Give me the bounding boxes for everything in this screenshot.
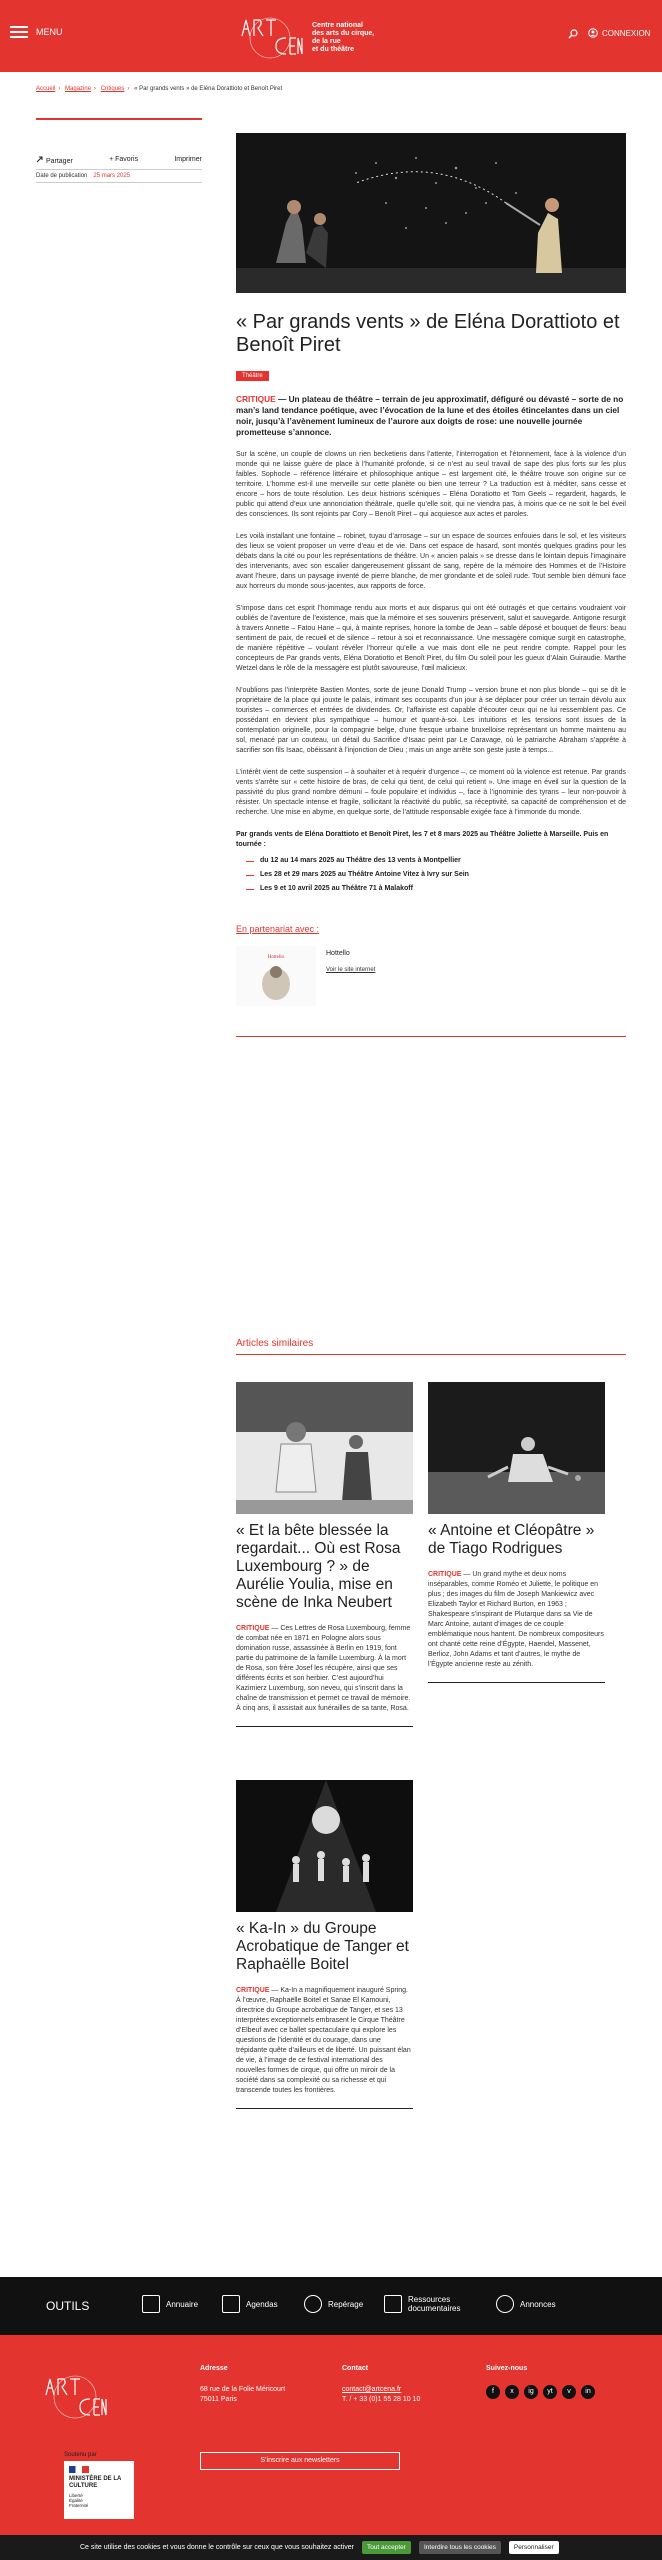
adresse-title: Adresse	[200, 2365, 228, 2372]
tour-date: du 12 au 14 mars 2025 au Théâtre des 13 vents à Montpellier	[236, 856, 626, 866]
article-hero-image	[236, 133, 626, 293]
article-sidebar	[36, 118, 202, 183]
tour-date: Les 9 et 10 avril 2025 au Théâtre 71 à Malakoff	[236, 884, 626, 894]
cookie-banner	[0, 2535, 662, 2560]
contact-email[interactable]: contact@artcena.fr	[342, 2386, 402, 2393]
accept-cookies-button[interactable]: Tout accepter	[362, 2541, 411, 2554]
documents-icon	[384, 2295, 402, 2313]
search-icon[interactable]	[568, 29, 578, 39]
article-paragraph: Sur la scène, un couple de clowns un rien becketiens dans l’attente, l’interrogation et l’étonnement, face à la violence d’un monde qui ne laisse guère de place à l’humanité profonde, si ce n’est au seul travail de sape des plus forts sur les plus faibles. Sophocle – référence littéraire et philosophique antique – est largement cité, le théâtre trouve son origine sur ce territoire. L’homme est-il une merveille sur cette planète ou bien une terreur ? La traduction est à méditer, sans cesse et encore – hors de toute résolution. Les deux histrions scéniques – Eléna Doratiotto et Tom Geels – regardent, hagards, le public qui attend d’eux une annonciation théâtrale, quelle qu’elle soit, qui ne viendra pas, à moins que ce ne soit le bel éveil des consciences. Ils sont rejoints par Cory – Benoît Piret – qui acquiesce aux actes et paroles.	[236, 451, 626, 518]
instagram-icon[interactable]: ig	[524, 2385, 538, 2399]
book-icon	[142, 2295, 160, 2313]
card-title[interactable]: « Et la bête blessée la regardait... Où est Rosa Luxembourg ? » de Aurélie Youlia, mise en scène de Inka Neubert	[236, 1522, 401, 1611]
menu-label: MENU	[36, 27, 63, 37]
calendar-icon	[222, 2295, 240, 2313]
tool-ressources[interactable]: Ressources documentaires	[384, 2295, 468, 2313]
article-lead: CRITIQUE — Un plateau de théâtre – terrain de jeu approximatif, défiguré ou dévasté – sorte de no man’s land tendance poétique, avec l’évocation de la lune et des étoiles étincelantes dans un ciel noir, jusqu’à l’avènement lumineux de l’aurore aux doigts de rose: une nouvelle journée prometteuse s’annonce.	[236, 394, 624, 437]
breadcrumb: Accueil › Magazine › Critiques › « Par grands vents » de Eléna Dorattioto et Benoît Piret	[36, 86, 283, 92]
article-paragraph: L’intérêt vient de cette suspension – à souhaiter et à requérir d’urgence –, ce moment où la violence est retenue. Par grands vents s’arrête sur « cette histoire de bras, de celui qui tient, de celui qui retient ». Une image en éveil sur la question de la passivité du plus grand nombre démuni – foule populaire et individus –, face à l’ignominie des tyrans – leur non-pouvoir à résister. Un spectacle intense et fragile, sollicitant la réactivité du public, sa réceptivité, sa capacité de compréhension et de recherche. Une mise en abyme, en quelque sorte, de l’attitude responsable exigée face à l’immonde du monde.	[236, 769, 626, 816]
article-paragraph: S’impose dans cet esprit l’hommage rendu aux morts et aux disparus qui ont été outragés et que certains voudraient voir oubliés de l’aventure de l’existence, mais que la mémoire et ses souvenirs préservent, salut et sauvegarde. Antigone resurgit à travers Annette – Fatou Hane – qui, à mainte reprises, honore la tombe de Jean – sable déposé et bouquet de fleurs: beau sentiment de paix, de recueil et de silence – retour à soi et reconnaissance. Une messagère comique surgit en catastrophe, de manière répétitive – voulant révéler l’horreur qu’elle a vue mais dont elle ne peut rendre compte. Rappel pour les concepteurs de Par grands vents, Eléna Doratiotto et Benoît Piret, du film Ou soleil pour les gueux d’Alain Guiraudie. Marthe Wetzel dans le rôle de la messagère est plutôt savoureuse, l’œil malicieux.	[236, 605, 626, 672]
ministere-logo: MINISTÈRE DE LA CULTURE Liberté Égalité Fraternité	[64, 2461, 134, 2519]
connexion-link[interactable]: CONNEXION	[588, 28, 650, 38]
footer-logo[interactable]	[40, 2373, 110, 2421]
card-title[interactable]: « Antoine et Cléopâtre » de Tiago Rodrigues	[428, 1522, 595, 1557]
binoculars-icon	[304, 2295, 322, 2313]
tool-annonces[interactable]: Annonces	[496, 2295, 556, 2313]
partner-logo[interactable]	[236, 946, 316, 1006]
article-paragraph: N’oublions pas l’interprète Bastien Montes, sorte de jeune Donald Trump – version brune et non plus blonde – qui se dit le propriétaire de la place qui jouxte le palais, intimant ses occupants d’un jour à se déplacer pour créer un terrain dévolu aux touristes – commerces et entrées de dividendes. Or, l’affairiste est capable d’écouter ceux qui ne lui ressemblent pas. Ce possédant en devient plus sympathique – humour et quant-à-soi. Les intuitions et les tensions sont issues de la contemplation originelle, pour la compagnie belge, d’une fresque urbaine bruxelloise représentant un homme maintenu au sol, menacé par un couteau, un détail du Sacrifice d’Isaac peint par Le Caravage, où le patriarche Abraham s’apprête à sacrifier son fils Isaac, obéissant à l’injonction de Dieu ; mais un ange arrête son geste juste à temps...	[236, 687, 626, 754]
user-icon	[588, 28, 598, 38]
card-excerpt: CRITIQUE — Un grand mythe et deux noms inséparables, comme Roméo et Juliette, le politique en plus ; des images du film de Joseph Mankiewicz avec Elizabeth Taylor et Richard Burton, en 1963 ; Shakespeare s’inspirant de Plutarque dans sa Vie de Marc Antoine, autant d’images de ce couple emblématique nous hantent. De nombreux compositeurs ont chanté cette reine d’Égypte, Haendel, Massenet, Berlioz, John Adams et tant d’autres, le mythe de l’Égypte ancienne reste au zénith.	[428, 1571, 604, 1668]
megaphone-icon	[496, 2295, 514, 2313]
breadcrumb-home[interactable]: Accueil	[36, 86, 56, 92]
publication-date: Date de publication 25 mars 2025	[36, 173, 131, 179]
hamburger-icon	[10, 26, 28, 38]
share-icon	[36, 156, 44, 163]
article	[236, 133, 626, 1037]
card-excerpt: CRITIQUE — Ces Lettres de Rosa Luxembourg, femme de combat née en 1871 en Pologne alors sous domination russe, assassinée à Berlin en 1919, font partie du patrimoine de la famille Luxemburg. À la mort de Rosa, son frère Josef les récupère, ainsi que ses différents écrits et son herbier. C’est aujourd’hui Kazimierz Luxemburg, son neveu, qui s’inscrit dans la chaîne de transmission et permet ce travail de mémoire. À cinq ans, il assistait aux funérailles de sa tante, Rosa.	[236, 1625, 411, 1712]
partner-title: En partenariat avec :	[236, 924, 320, 934]
contact-phone: T. / + 33 (0)1 55 28 10 10	[342, 2396, 421, 2403]
similar-article-card[interactable]	[236, 1780, 413, 2109]
deny-cookies-button[interactable]: Interdire tous les cookies	[419, 2541, 501, 2554]
site-footer	[0, 2335, 662, 2535]
site-header	[0, 0, 662, 72]
article-title: « Par grands vents » de Eléna Dorattioto et Benoît Piret	[236, 311, 620, 356]
social-links	[486, 2385, 595, 2399]
tool-annuaire[interactable]: Annuaire	[142, 2295, 198, 2313]
tool-reperage[interactable]: Repérage	[304, 2295, 363, 2313]
partner-website-link[interactable]: Voir le site internet	[326, 967, 376, 973]
card-image[interactable]	[236, 1780, 413, 1912]
tools-bar	[0, 2277, 662, 2335]
artcena-logo[interactable]	[236, 14, 304, 60]
print-button[interactable]: Imprimer	[174, 156, 202, 163]
vimeo-icon[interactable]: v	[562, 2385, 576, 2399]
breadcrumb-magazine[interactable]: Magazine	[65, 86, 92, 92]
menu-button[interactable]	[10, 26, 63, 38]
tour-date: Les 28 et 29 mars 2025 au Théâtre Antoine Vitez à Ivry sur Sein	[236, 870, 626, 880]
logo-tagline: Centre national des arts du cirque, de la rue et du théâtre	[312, 22, 375, 53]
twitter-icon[interactable]: x	[505, 2385, 519, 2399]
similar-articles	[236, 1338, 626, 2094]
share-button[interactable]: Partager	[36, 156, 73, 165]
tool-agendas[interactable]: Agendas	[222, 2295, 278, 2313]
newsletter-button[interactable]: S’inscrire aux newsletters	[200, 2452, 400, 2470]
customize-cookies-button[interactable]: Personnaliser	[509, 2541, 559, 2554]
cookie-text: Ce site utilise des cookies et vous donne le contrôle sur ceux que vous souhaitez activer	[80, 2544, 354, 2551]
youtube-icon[interactable]: yt	[543, 2385, 557, 2399]
partner-block	[236, 946, 626, 1006]
tour-dates-title: Par grands vents de Eléna Dorattioto et Benoît Piret, les 7 et 8 mars 2025 au Théâtre Joliette à Marseille. Puis en tournée :	[236, 831, 609, 848]
category-tag[interactable]: Théâtre	[236, 371, 269, 381]
similar-articles-title: Articles similaires	[236, 1338, 626, 1355]
tour-dates	[236, 856, 626, 894]
facebook-icon[interactable]: f	[486, 2385, 500, 2399]
card-image[interactable]	[428, 1382, 605, 1514]
favoris-button[interactable]: + Favoris	[109, 156, 139, 163]
svg-text:Hottello: Hottello	[267, 955, 285, 960]
contact-title: Contact	[342, 2365, 369, 2372]
adresse: 68 rue de la Folie Méricourt 75011 Paris	[200, 2386, 286, 2403]
similar-article-card[interactable]	[428, 1382, 605, 1683]
breadcrumb-critiques[interactable]: Critiques	[100, 86, 125, 92]
card-image[interactable]	[236, 1382, 413, 1514]
card-excerpt: CRITIQUE — Ka-In a magnifiquement inauguré Spring. À l’œuvre, Raphaëlle Boitel et Sanae El Kamouni, directrice du Groupe acrobatique de Tanger, et ses 13 interprètes exceptionnels embrasent le Cirque Théâtre d’Elbeuf avec ce ballet spectaculaire qui explore les questions de l’identité et du courage, dans une trépidante quête d’ailleurs et de liberté. Un puissant élan de vie, à l’image de ce festival international des nouvelles formes de cirque, qui offre un miroir de la société dans sa complexité ou sa richesse et qui transcende toutes les frontières.	[236, 1987, 411, 2094]
article-paragraph: Les voilà installant une fontaine – robinet, tuyau d’arrosage – sur un espace de sources enfouies dans le sol, et les visiteurs des lieux se voient proposer un verre d’eau et de vie. Dans cet espace de hasard, sont montés quelques gradins pour les débats dans la cité ou pour les représentations de théâtre. Un « ancien palais » se dresse dans le lointain depuis l’imaginaire des intervenants, avec son escalier dangereusement glissant de sang, repère de la mémoire des Hommes et de l’Histoire avant l’heure, dans un paysage inventé de pierre blanche, de mer grondante et de soleil rude. Tout semble bien démuni face aux horreurs du monde sous-jacentes, aux rapports de force.	[236, 533, 626, 590]
card-title[interactable]: « Ka-In » du Groupe Acrobatique de Tanger et Raphaëlle Boitel	[236, 1920, 409, 1973]
similar-article-card[interactable]	[236, 1382, 413, 1727]
partner-name: Hottello	[326, 950, 350, 957]
soutien-label: Soutenu par	[64, 2452, 97, 2458]
breadcrumb-current: « Par grands vents » de Eléna Dorattioto et Benoît Piret	[134, 86, 283, 92]
tools-label: OUTILS	[46, 2299, 90, 2313]
divider	[236, 1036, 626, 1037]
suivez-title: Suivez-nous	[486, 2365, 528, 2372]
linkedin-icon[interactable]: in	[581, 2385, 595, 2399]
